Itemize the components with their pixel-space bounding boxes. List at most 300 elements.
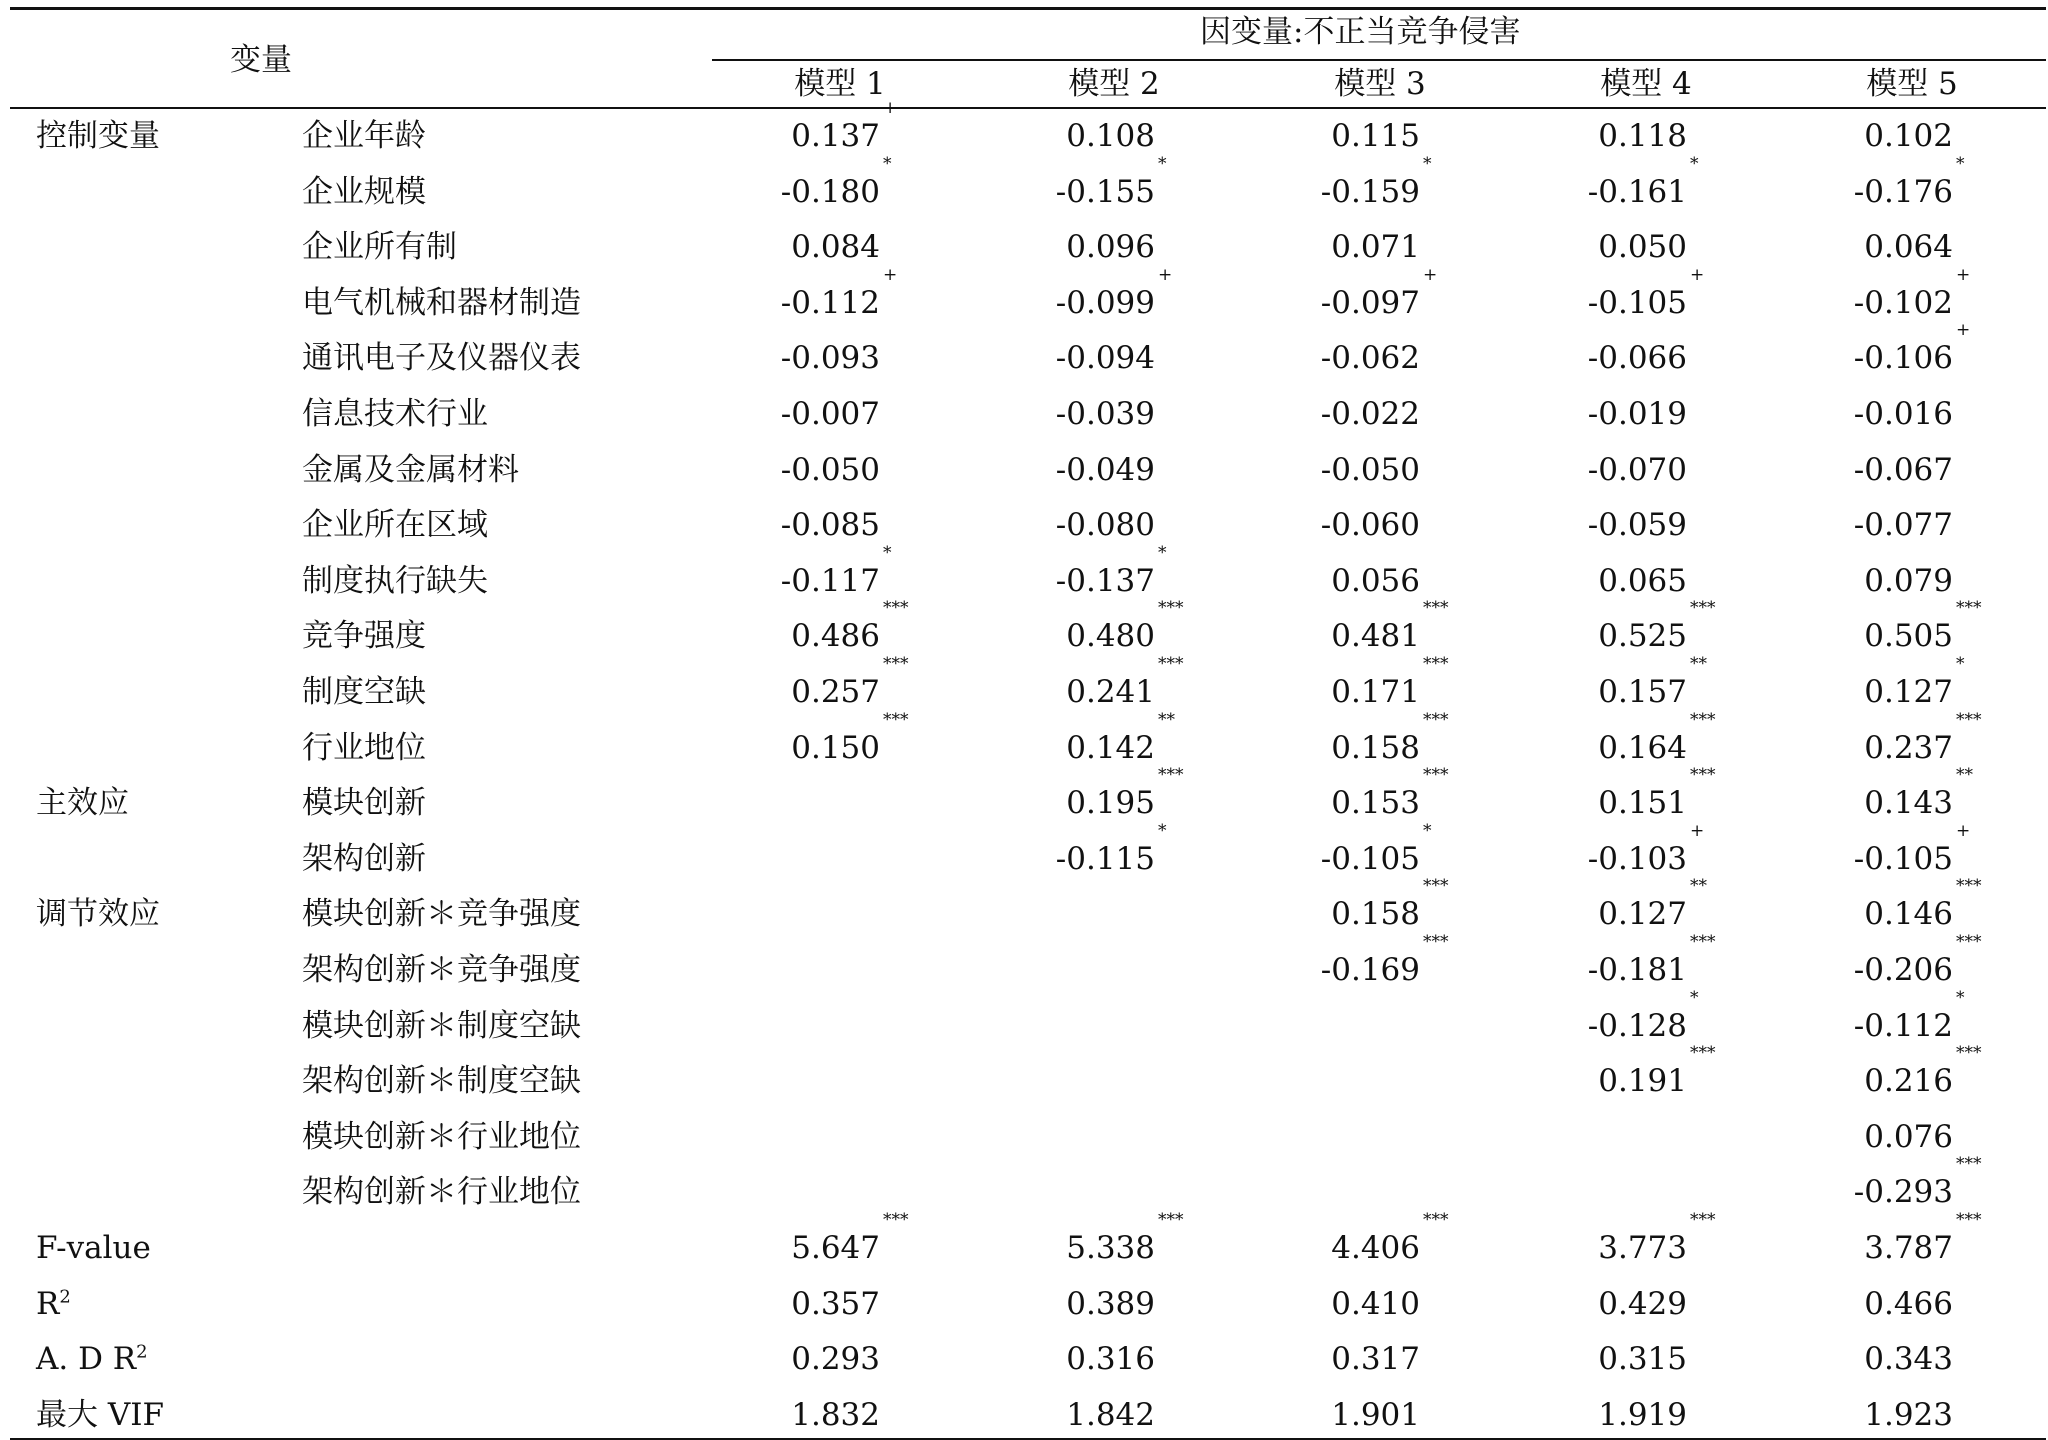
cell-value: 0.164 <box>1598 730 1687 766</box>
cell-value: 0.050 <box>1598 229 1687 265</box>
cell-value: 3.787 <box>1864 1230 1953 1266</box>
cell-value: 0.343 <box>1864 1341 1953 1377</box>
table-cell <box>1487 116 1687 156</box>
table-cell <box>680 154 892 212</box>
row-category <box>36 116 160 156</box>
table-cell <box>1753 394 1953 434</box>
cell-value-wrap: 5.647 *** <box>791 1210 909 1266</box>
table-cell <box>1753 1154 1982 1212</box>
cell-value-wrap <box>1864 227 1953 267</box>
cell-value: 0.157 <box>1598 674 1687 710</box>
cell-value-wrap: -0.169 *** <box>1320 932 1449 988</box>
cell-value-wrap: 3.787 *** <box>1864 1210 1982 1266</box>
table-cell <box>680 543 892 601</box>
table-cell <box>1220 116 1420 156</box>
table-cell <box>1220 654 1449 712</box>
cell-value-wrap: 0.142 ** <box>1066 710 1175 766</box>
cell-value-wrap: -0.112 * <box>1853 988 1965 1044</box>
table-cell <box>955 116 1155 156</box>
cell-value: 0.096 <box>1066 229 1155 265</box>
table-cell <box>1487 821 1705 879</box>
model-header-5: 模型 5 <box>1866 66 1958 102</box>
cell-value-wrap <box>1598 116 1687 156</box>
row-category-superscript: 2 <box>59 1286 71 1308</box>
model-header-2: 模型 2 <box>1068 66 1160 102</box>
table-cell <box>1753 1339 1953 1379</box>
cell-value-wrap <box>791 116 880 156</box>
cell-value-wrap: 0.195 *** <box>1066 765 1184 821</box>
table-cell <box>1753 1395 1953 1435</box>
cell-value-wrap <box>781 450 880 490</box>
cell-value-wrap: 0.164 *** <box>1598 710 1716 766</box>
table-cell <box>680 116 880 156</box>
table-cell <box>680 1284 880 1324</box>
table-cell <box>1487 450 1687 490</box>
table-cell <box>1220 450 1420 490</box>
row-category-text: 控制变量 <box>36 118 160 154</box>
cell-value-wrap <box>791 1284 880 1324</box>
cell-value-wrap <box>1854 394 1953 434</box>
cell-value: 1.832 <box>791 1397 880 1433</box>
table-cell <box>1487 227 1687 267</box>
cell-value: -0.169 <box>1320 952 1420 988</box>
cell-value-wrap <box>1321 450 1420 490</box>
cell-value: -0.077 <box>1853 507 1953 543</box>
row-label: 企业所有制 <box>302 229 457 265</box>
cell-value: 4.406 <box>1331 1230 1420 1266</box>
cell-value-wrap <box>1331 116 1420 156</box>
cell-value: -0.099 <box>1055 285 1155 321</box>
table-cell <box>1220 876 1449 934</box>
cell-value: 0.076 <box>1864 1119 1953 1155</box>
table-cell <box>955 394 1155 434</box>
table-cell <box>955 505 1155 545</box>
table-cell <box>1220 710 1449 768</box>
cell-value: -0.155 <box>1055 174 1155 210</box>
row-label: 模块创新 <box>302 785 426 821</box>
cell-value-wrap: 0.171 *** <box>1331 654 1449 710</box>
cell-value-wrap: 0.191 *** <box>1598 1043 1716 1099</box>
cell-value-wrap: -0.103 + <box>1587 821 1705 877</box>
cell-value-wrap: -0.105 * <box>1320 821 1432 877</box>
cell-value: -0.093 <box>780 340 880 376</box>
cell-value: -0.117 <box>780 563 880 599</box>
row-category <box>36 1228 151 1268</box>
cell-value: 0.102 <box>1864 118 1953 154</box>
cell-value: -0.103 <box>1587 841 1687 877</box>
table-cell <box>1753 821 1971 879</box>
cell-value-wrap: 0.237 *** <box>1864 710 1982 766</box>
row-label: 企业年龄 <box>302 118 426 154</box>
cell-value-wrap: 0.151 *** <box>1598 765 1716 821</box>
row-label: 电气机械和器材制造 <box>302 285 581 321</box>
table-cell <box>1487 654 1707 712</box>
table-cell <box>1753 765 1973 823</box>
cell-value: 3.773 <box>1598 1230 1687 1266</box>
row-category-text: 最大 VIF <box>36 1397 164 1433</box>
table-header-sub-rule <box>712 59 2046 61</box>
cell-value: -0.019 <box>1587 396 1687 432</box>
cell-value: 0.127 <box>1864 674 1953 710</box>
cell-value-wrap: -0.181 *** <box>1587 932 1716 988</box>
cell-value: -0.070 <box>1587 452 1687 488</box>
cell-value-wrap: 3.773 *** <box>1598 1210 1716 1266</box>
row-label: 架构创新＊制度空缺 <box>302 1063 581 1099</box>
cell-value-wrap: 0.146 *** <box>1864 876 1982 932</box>
cell-value: 0.146 <box>1864 896 1953 932</box>
table-cell <box>1220 227 1420 267</box>
table-cell <box>1753 154 1965 212</box>
cell-value-wrap <box>1331 1339 1420 1379</box>
cell-value-wrap: 0.241 *** <box>1066 654 1184 710</box>
table-cell <box>1753 876 1982 934</box>
table-cell <box>955 1284 1155 1324</box>
cell-value-wrap <box>1588 394 1687 434</box>
cell-value-wrap: -0.117 * <box>780 543 892 599</box>
table-cell <box>1753 1117 1953 1157</box>
row-label: 企业规模 <box>302 174 426 210</box>
cell-value-wrap: -0.293 *** <box>1853 1154 1982 1210</box>
cell-value: 0.171 <box>1331 674 1420 710</box>
cell-value-wrap <box>1854 450 1953 490</box>
cell-value-wrap <box>791 1395 880 1435</box>
cell-value-wrap <box>791 1339 880 1379</box>
cell-value: -0.176 <box>1853 174 1953 210</box>
cell-value: -0.062 <box>1320 340 1420 376</box>
table-cell <box>955 1210 1184 1268</box>
table-cell <box>1220 932 1449 990</box>
cell-value-wrap: -0.155 * <box>1055 154 1167 210</box>
model-header-4: 模型 4 <box>1600 66 1692 102</box>
cell-value-wrap <box>1066 1284 1155 1324</box>
cell-value-wrap: 4.406 *** <box>1331 1210 1449 1266</box>
cell-value-wrap <box>1864 116 1953 156</box>
cell-value-wrap <box>1056 505 1155 545</box>
table-cell <box>1220 1395 1420 1435</box>
cell-value: 0.143 <box>1864 785 1953 821</box>
cell-value: 0.525 <box>1598 618 1687 654</box>
table-cell <box>1487 1339 1687 1379</box>
table-cell <box>1753 1043 1982 1101</box>
row-category-text: 主效应 <box>36 785 129 821</box>
cell-value-wrap <box>1588 505 1687 545</box>
table-cell <box>1220 338 1420 378</box>
table-cell <box>955 338 1155 378</box>
cell-value: 1.919 <box>1598 1397 1687 1433</box>
cell-value: -0.022 <box>1320 396 1420 432</box>
table-cell <box>1753 654 1965 712</box>
cell-value-wrap <box>1854 505 1953 545</box>
cell-value-wrap: -0.115 * <box>1055 821 1167 877</box>
row-category-text: R <box>36 1286 60 1322</box>
cell-value: 0.118 <box>1598 118 1687 154</box>
cell-value-wrap <box>1056 338 1155 378</box>
row-category <box>36 1395 164 1435</box>
cell-value-wrap: -0.137 * <box>1055 543 1167 599</box>
cell-value: -0.094 <box>1055 340 1155 376</box>
cell-value: 0.195 <box>1066 785 1155 821</box>
cell-value-wrap <box>1066 227 1155 267</box>
cell-value-wrap <box>1331 1395 1420 1435</box>
cell-value-wrap <box>1056 394 1155 434</box>
row-label: 金属及金属材料 <box>302 452 519 488</box>
cell-value: 0.064 <box>1864 229 1953 265</box>
table-cell <box>680 265 898 323</box>
table-cell <box>1753 116 1953 156</box>
cell-value: -0.102 <box>1853 285 1953 321</box>
table-cell <box>1753 1210 1982 1268</box>
table-cell <box>955 598 1184 656</box>
cell-value-wrap <box>1598 1339 1687 1379</box>
cell-value-wrap: 0.216 *** <box>1864 1043 1982 1099</box>
cell-value: -0.007 <box>780 396 880 432</box>
table-cell <box>955 450 1155 490</box>
cell-value-wrap: -0.105 + <box>1587 265 1705 321</box>
cell-value-wrap <box>1864 1395 1953 1435</box>
cell-value-wrap <box>1056 450 1155 490</box>
cell-value: 0.108 <box>1066 118 1155 154</box>
cell-value-wrap: 0.150 *** <box>791 710 909 766</box>
cell-value: 0.191 <box>1598 1063 1687 1099</box>
model-header-3: 模型 3 <box>1334 66 1426 102</box>
cell-value-wrap: 0.158 *** <box>1331 710 1449 766</box>
table-cell <box>680 227 880 267</box>
table-cell <box>955 265 1173 323</box>
cell-value: 0.257 <box>791 674 880 710</box>
cell-value: 1.923 <box>1864 1397 1953 1433</box>
cell-value-wrap <box>1588 338 1687 378</box>
row-label: 模块创新＊制度空缺 <box>302 1008 581 1044</box>
cell-value-wrap <box>1598 227 1687 267</box>
cell-value: 0.056 <box>1331 563 1420 599</box>
cell-value-wrap <box>781 394 880 434</box>
table-cell <box>1487 1210 1716 1268</box>
table-cell <box>680 394 880 434</box>
cell-value-wrap: 0.505 *** <box>1864 598 1982 654</box>
table-cell <box>680 505 880 545</box>
cell-value: -0.067 <box>1853 452 1953 488</box>
cell-value-wrap <box>1331 1284 1420 1324</box>
table-cell <box>1487 1284 1687 1324</box>
table-cell <box>1220 505 1420 545</box>
cell-value-wrap: -0.105 + <box>1853 821 1971 877</box>
table-cell <box>955 710 1175 768</box>
cell-value-wrap <box>781 338 880 378</box>
cell-value: 0.481 <box>1331 618 1420 654</box>
cell-value-wrap <box>1066 1395 1155 1435</box>
row-category <box>36 894 160 934</box>
table-cell <box>1487 394 1687 434</box>
cell-value: -0.105 <box>1853 841 1953 877</box>
cell-value: 0.241 <box>1066 674 1155 710</box>
cell-value: 5.338 <box>1066 1230 1155 1266</box>
cell-value: -0.128 <box>1587 1008 1687 1044</box>
table-cell <box>680 450 880 490</box>
cell-value: -0.060 <box>1320 507 1420 543</box>
cell-value: 0.505 <box>1864 618 1953 654</box>
cell-value: -0.293 <box>1853 1174 1953 1210</box>
cell-value-wrap: 0.486 *** <box>791 598 909 654</box>
row-category-text: A. D R <box>36 1341 137 1377</box>
cell-value-wrap <box>1864 561 1953 601</box>
cell-value-wrap <box>1598 561 1687 601</box>
cell-value-wrap: 0.257 *** <box>791 654 909 710</box>
cell-value: -0.180 <box>780 174 880 210</box>
row-category <box>36 1339 148 1379</box>
table-cell <box>955 1395 1155 1435</box>
cell-value: 0.084 <box>791 229 880 265</box>
table-cell <box>1220 1210 1449 1268</box>
cell-value-wrap: -0.106 + <box>1853 320 1971 376</box>
cell-value-wrap: -0.176 * <box>1853 154 1965 210</box>
table-cell <box>1487 1043 1716 1101</box>
cell-value: -0.161 <box>1587 174 1687 210</box>
cell-value: -0.059 <box>1587 507 1687 543</box>
row-label: 行业地位 <box>302 730 426 766</box>
cell-value: 0.480 <box>1066 618 1155 654</box>
table-cell <box>1220 821 1432 879</box>
row-label: 模块创新＊竞争强度 <box>302 896 581 932</box>
table-cell <box>955 765 1184 823</box>
cell-value: -0.112 <box>780 285 880 321</box>
cell-value-wrap: -0.128 * <box>1587 988 1699 1044</box>
cell-value: 0.237 <box>1864 730 1953 766</box>
cell-value: 0.315 <box>1598 1341 1687 1377</box>
table-cell <box>1487 876 1707 934</box>
cell-value: 0.137 <box>791 118 880 154</box>
table-cell <box>1753 1284 1953 1324</box>
cell-value: 0.429 <box>1598 1286 1687 1322</box>
cell-value: 0.115 <box>1331 118 1420 154</box>
table-cell <box>1487 988 1699 1046</box>
table-cell <box>1487 932 1716 990</box>
table-cell <box>1487 765 1716 823</box>
row-label: 架构创新 <box>302 841 426 877</box>
dependent-variable-header: 因变量:不正当竞争侵害 <box>1200 14 1521 50</box>
cell-value-wrap: -0.180 * <box>780 154 892 210</box>
table-cell <box>1220 1284 1420 1324</box>
cell-value: 0.150 <box>791 730 880 766</box>
model-header-1: 模型 1 <box>794 66 886 102</box>
table-cell <box>680 710 909 768</box>
row-label: 架构创新＊竞争强度 <box>302 952 581 988</box>
row-category-text: 调节效应 <box>36 896 160 932</box>
cell-value-wrap: 0.525 *** <box>1598 598 1716 654</box>
row-label: 制度执行缺失 <box>302 563 488 599</box>
table-cell <box>1753 932 1982 990</box>
table-cell <box>1487 338 1687 378</box>
cell-value: 0.316 <box>1066 1341 1155 1377</box>
row-label: 模块创新＊行业地位 <box>302 1119 581 1155</box>
cell-value-wrap <box>1066 1339 1155 1379</box>
cell-value: -0.137 <box>1055 563 1155 599</box>
cell-value-wrap: -0.097 + <box>1320 265 1438 321</box>
cell-value-wrap: -0.102 + <box>1853 265 1971 321</box>
row-category <box>36 1284 71 1324</box>
table-cell <box>680 1210 909 1268</box>
table-cell <box>1753 561 1953 601</box>
table-cell <box>1220 265 1438 323</box>
cell-value: -0.050 <box>780 452 880 488</box>
cell-value: -0.080 <box>1055 507 1155 543</box>
cell-value-wrap <box>1864 1339 1953 1379</box>
table-cell <box>955 821 1167 879</box>
cell-value: -0.112 <box>1853 1008 1953 1044</box>
table-cell <box>1220 154 1432 212</box>
table-cell <box>1753 505 1953 545</box>
cell-value-wrap: 0.153 *** <box>1331 765 1449 821</box>
cell-value: 0.293 <box>791 1341 880 1377</box>
row-label: 架构创新＊行业地位 <box>302 1174 581 1210</box>
table-cell <box>680 598 909 656</box>
cell-value: 5.647 <box>791 1230 880 1266</box>
cell-value: -0.016 <box>1853 396 1953 432</box>
cell-value-wrap: 0.480 *** <box>1066 598 1184 654</box>
cell-value: -0.039 <box>1055 396 1155 432</box>
cell-value-wrap <box>1864 1117 1953 1157</box>
cell-value-wrap <box>1321 394 1420 434</box>
cell-value: -0.085 <box>780 507 880 543</box>
cell-value: 0.216 <box>1864 1063 1953 1099</box>
cell-value-wrap: -0.161 * <box>1587 154 1699 210</box>
table-cell <box>1487 710 1716 768</box>
table-cell <box>1220 765 1449 823</box>
cell-value: 0.466 <box>1864 1286 1953 1322</box>
table-cell <box>955 543 1167 601</box>
table-cell <box>1220 1339 1420 1379</box>
cell-value: -0.050 <box>1320 452 1420 488</box>
table-cell <box>1753 320 1971 378</box>
table-cell <box>955 227 1155 267</box>
row-label: 信息技术行业 <box>302 396 488 432</box>
cell-value-wrap <box>1331 227 1420 267</box>
table-cell <box>1487 505 1687 545</box>
cell-value-wrap <box>1321 505 1420 545</box>
cell-value: 0.158 <box>1331 896 1420 932</box>
cell-value-wrap <box>1598 1395 1687 1435</box>
row-label: 企业所在区域 <box>302 507 488 543</box>
cell-value: 0.079 <box>1864 563 1953 599</box>
cell-value: 1.842 <box>1066 1397 1155 1433</box>
cell-value: 0.127 <box>1598 896 1687 932</box>
row-category <box>36 783 129 823</box>
table-header-rule <box>10 107 2046 109</box>
cell-value-wrap: -0.112 + <box>780 265 898 321</box>
table-cell <box>1487 265 1705 323</box>
cell-value: 0.065 <box>1598 563 1687 599</box>
cell-value-wrap: 0.127 * <box>1864 654 1965 710</box>
cell-value-wrap <box>791 227 880 267</box>
table-cell <box>1487 154 1699 212</box>
cell-value: -0.066 <box>1587 340 1687 376</box>
cell-value: -0.049 <box>1055 452 1155 488</box>
row-label: 竞争强度 <box>302 618 426 654</box>
row-category-superscript: 2 <box>136 1341 148 1363</box>
table-cell <box>1753 598 1982 656</box>
cell-value: 0.389 <box>1066 1286 1155 1322</box>
cell-value: 0.151 <box>1598 785 1687 821</box>
table-cell <box>680 1339 880 1379</box>
cell-value: -0.105 <box>1587 285 1687 321</box>
cell-value: 0.158 <box>1331 730 1420 766</box>
cell-value: -0.106 <box>1853 340 1953 376</box>
cell-value: 0.142 <box>1066 730 1155 766</box>
cell-value: -0.159 <box>1320 174 1420 210</box>
table-cell <box>680 338 880 378</box>
cell-value: 0.153 <box>1331 785 1420 821</box>
table-cell <box>1753 265 1971 323</box>
table-cell <box>1753 227 1953 267</box>
